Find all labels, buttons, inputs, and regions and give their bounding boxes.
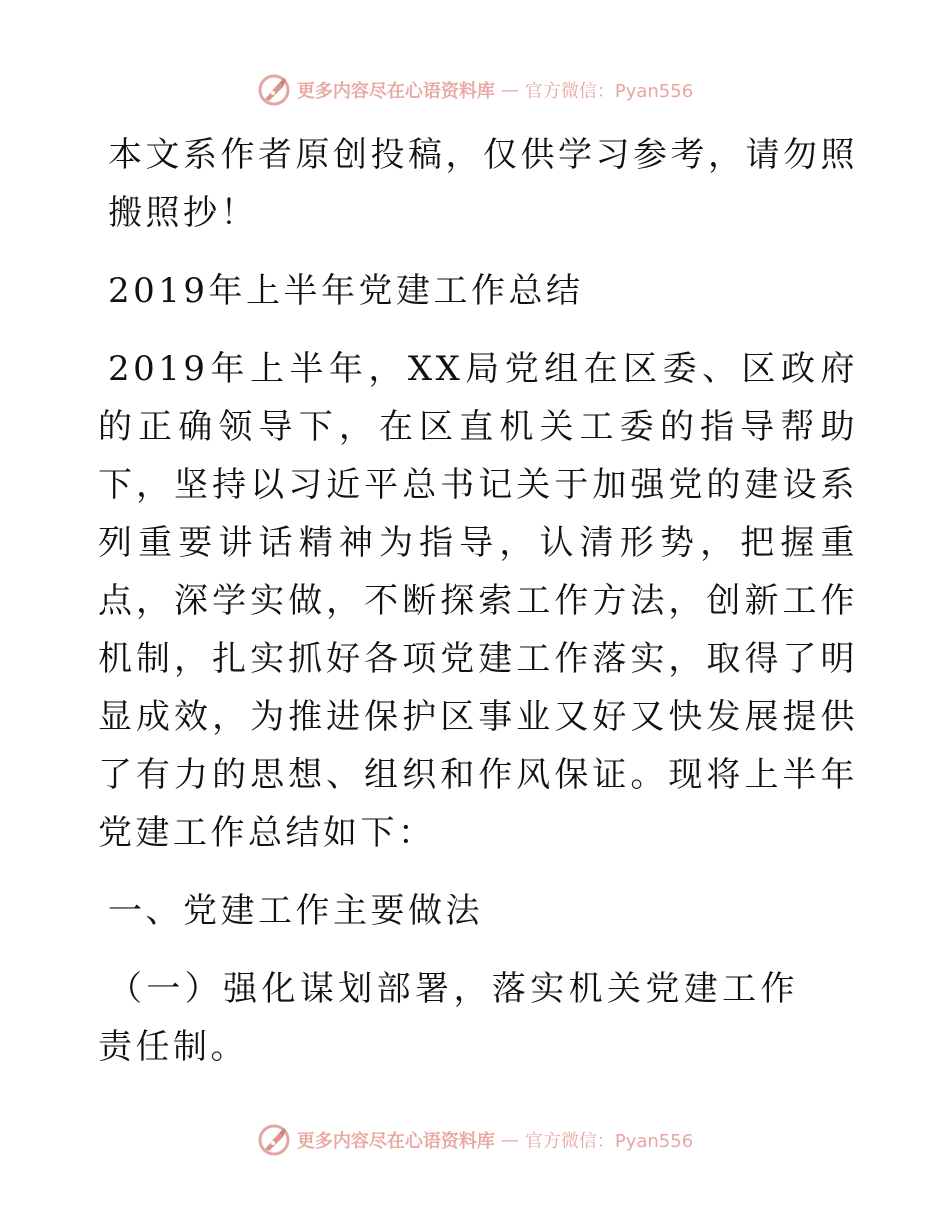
header-watermark-wechat-text: 官方微信：Pyan556	[524, 81, 694, 102]
document-body	[98, 118, 858, 1076]
footer-watermark	[0, 1120, 950, 1160]
footer-watermark-main-text: 更多内容尽在心语资料库	[296, 1131, 495, 1152]
section-heading-1: 一、党建工作主要做法	[108, 891, 483, 931]
header-watermark-main-text: 更多内容尽在心语资料库	[296, 81, 495, 102]
pen-nib-logo-icon	[257, 73, 291, 107]
intro-paragraph: 2019年上半年，XX局党组在区委、区政府的正确领导下，在区直机关工委的指导帮助下，坚持以习近平总书记关于加强党的建设系列重要讲话精神为指导，认清形势，把握重点，深学实做，不断探索工作方法，创新工作机制，扎实抓好各项党建工作落实，取得了明显成效，为推进保护区事业又好又快发展提供了有力的思想、组织和作风保证。现将上半年党建工作总结如下：	[98, 349, 858, 853]
header-watermark	[0, 70, 950, 110]
footer-watermark-wechat-text: 官方微信：Pyan556	[524, 1131, 694, 1152]
header-watermark-dash: —	[500, 79, 519, 101]
subsection-heading-1: （一）强化谋划部署，落实机关党建工作责任制。	[98, 969, 798, 1067]
pen-nib-logo-icon	[257, 1123, 291, 1157]
footer-watermark-dash: —	[500, 1129, 519, 1151]
document-title: 2019年上半年党建工作总结	[108, 271, 584, 311]
copyright-notice: 本文系作者原创投稿，仅供学习参考，请勿照搬照抄！	[108, 135, 858, 233]
